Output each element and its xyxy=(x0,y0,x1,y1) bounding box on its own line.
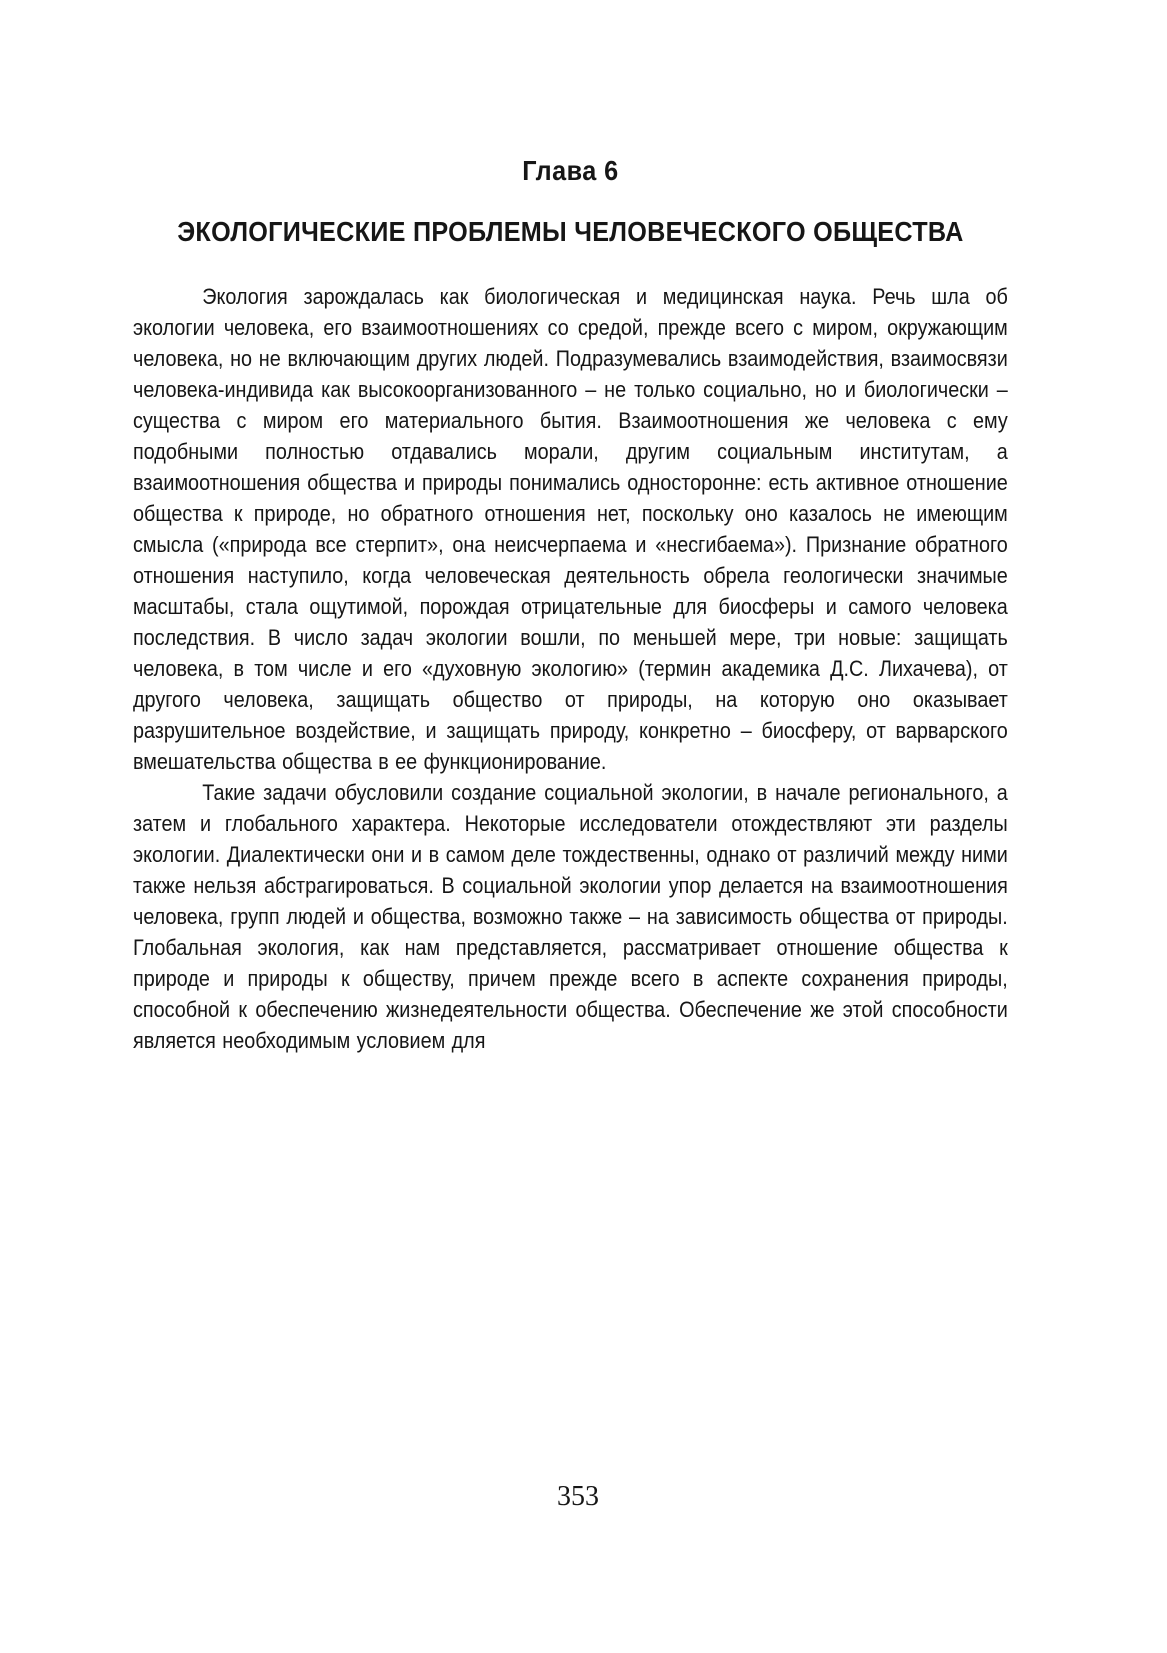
paragraph-2: Такие задачи обусловили создание социальной экологии, в начале регионального, а затем и глобального характера. Некоторые исследователи отождествляют эти разделы экологии. Диалектически они и в самом деле тождественны, однако от различий между ними также нельзя абстрагироваться. В социальной экологии упор делается на взаимоотношения человека, групп людей и общества, возможно также – на зависимость общества от природы. Глобальная экология, как нам представляется, рассматривает отношение общества к природе и природы к обществу, причем прежде всего в аспекте сохранения природы, способной к обеспечению жизнедеятельности общества. Обеспечение же этой способности является необходимым условием для xyxy=(133,780,1008,1053)
page-number: 353 xyxy=(557,1481,599,1512)
body-text xyxy=(133,281,1008,1056)
page-title: ЭКОЛОГИЧЕСКИЕ ПРОБЛЕМЫ ЧЕЛОВЕЧЕСКОГО ОБЩЕСТВА xyxy=(177,216,964,247)
text-column xyxy=(133,0,1008,1056)
paragraph-1: Экология зарождалась как биологическая и медицинская наука. Речь шла об экологии человека, его взаимоотношениях со средой, прежде всего с миром, окружающим человека, но не включающим других людей. Подразумевались взаимодействия, взаимосвязи человека-индивида как высокоорганизованного – не только социально, но и биологически – существа с миром его материального бытия. Взаимоотношения же человека с ему подобными полностью отдавались морали, другим социальным институтам, а взаимоотношения общества и природы понимались односторонне: есть активное отношение общества к природе, но обратного отношения нет, поскольку оно казалось не имеющим смысла («природа все стерпит», она неисчерпаема и «несгибаема»). Признание обратного отношения наступило, когда человеческая деятельность обрела геологически значимые масштабы, стала ощутимой, порождая отрицательные для биосферы и самого человека последствия. В число задач экологии вошли, по меньшей мере, три новые: защищать человека, в том числе и его «духовную экологию» (термин академика Д.С. Лихачева), от другого человека, защищать общество от природы, на которую оно оказывает разрушительное воздействие, и защищать природу, конкретно – биосферу, от варварского вмешательства общества в ее функционирование. xyxy=(133,284,1008,774)
chapter-heading: Глава 6 xyxy=(522,155,619,186)
